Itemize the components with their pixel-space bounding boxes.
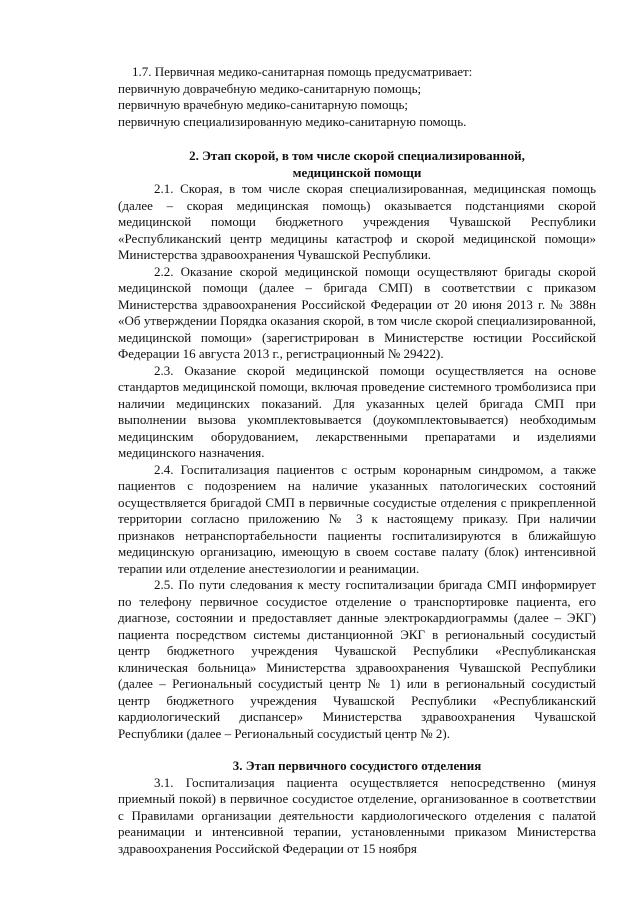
paragraph-2-4: 2.4. Госпитализация пациентов с острым коронарным синдромом, а также пациентов с подозрением на наличие указанных патологических состояний осуществляется бригадой СМП в первичные сосудистые отделения с прикрепленной территории согласно приложению № 3 к настоящему приказу. При наличии признаков нетранспортабельности пациенты госпитализируются в ближайшую медицинскую организацию, имеющую в своем составе палату (блок) интенсивной терапии или отделение анестезиологии и реанимации.	[118, 461, 596, 576]
spacer	[118, 742, 596, 758]
spacer	[118, 130, 596, 148]
section-2-heading-line-1: 2. Этап скорой, в том числе скорой специализированной,	[189, 148, 525, 163]
item-1-7: 1.7. Первичная медико-санитарная помощь предусматривает:	[132, 64, 473, 79]
document-body	[118, 64, 596, 857]
list-item: первичную врачебную медико-санитарную помощь;	[118, 97, 409, 112]
list-item: первичную специализированную медико-санитарную помощь.	[118, 113, 467, 129]
paragraph-2-1: 2.1. Скорая, в том числе скорая специализированная, медицинская помощь (далее – скорая медицинская помощь) оказывается подстанциями скорой медицинской помощи бюджетного учреждения Чувашской Республики «Республиканский центр медицины катастроф и скорой медицинской помощи» Министерства здравоохранения Чувашской Республики.	[118, 181, 596, 262]
paragraph-2-2: 2.2. Оказание скорой медицинской помощи осуществляют бригады скорой медицинской помощи (далее – бригада СМП) в соответствии с приказом Министерства здравоохранения Российской Федерации от 20 июня 2013 г. № 388н «Об утверждении Порядка оказания скорой, в том числе скорой специализированной, медицинской помощи» (зарегистрирован в Министерстве юстиции Российской Федерации 16 августа 2013 г., регистрационный № 29422).	[118, 263, 596, 361]
list-item: первичную доврачебную медико-санитарную помощь;	[118, 80, 422, 96]
section-3-heading: 3. Этап первичного сосудистого отделения	[232, 758, 482, 773]
section-2-heading-line-2: медицинской помощи	[292, 164, 422, 180]
paragraph-2-5: 2.5. По пути следования к месту госпитализации бригада СМП информирует по телефону первичное сосудистое отделение о транспортировке пациента, его диагнозе, состоянии и предоставляет данные электрокардиограммы (далее – ЭКГ) пациента посредством системы дистанционной ЭКГ в региональный сосудистый центр бюджетного учреждения Чувашской Республики «Республиканская клиническая больница» Министерства здравоохранения Чувашской Республики (далее – Региональный сосудистый центр № 1) или в региональный сосудистый центр бюджетного учреждения Чувашской Республики «Республиканский кардиологический диспансер» Министерства здравоохранения Чувашской Республики (далее – Региональный сосудистый центр № 2).	[118, 577, 596, 741]
paragraph-3-1: 3.1. Госпитализация пациента осуществляется непосредственно (минуя приемный покой) в первичное сосудистое отделение, организованное в соответствии с Правилами организации деятельности кардиологического отделения с палатой реанимации и интенсивной терапии, установленными приказом Министерства здравоохранения Российской Федерации от 15 ноября	[118, 774, 596, 856]
paragraph-2-3: 2.3. Оказание скорой медицинской помощи осуществляется на основе стандартов медицинской помощи, включая проведение системного тромболизиса при наличии медицинских показаний. Для указанных целей бригада СМП при выполнении вызова укомплектовывается (доукомплектовывается) необходимым медицинским оборудованием, лекарственными препаратами и изделиями медицинского назначения.	[118, 362, 596, 460]
